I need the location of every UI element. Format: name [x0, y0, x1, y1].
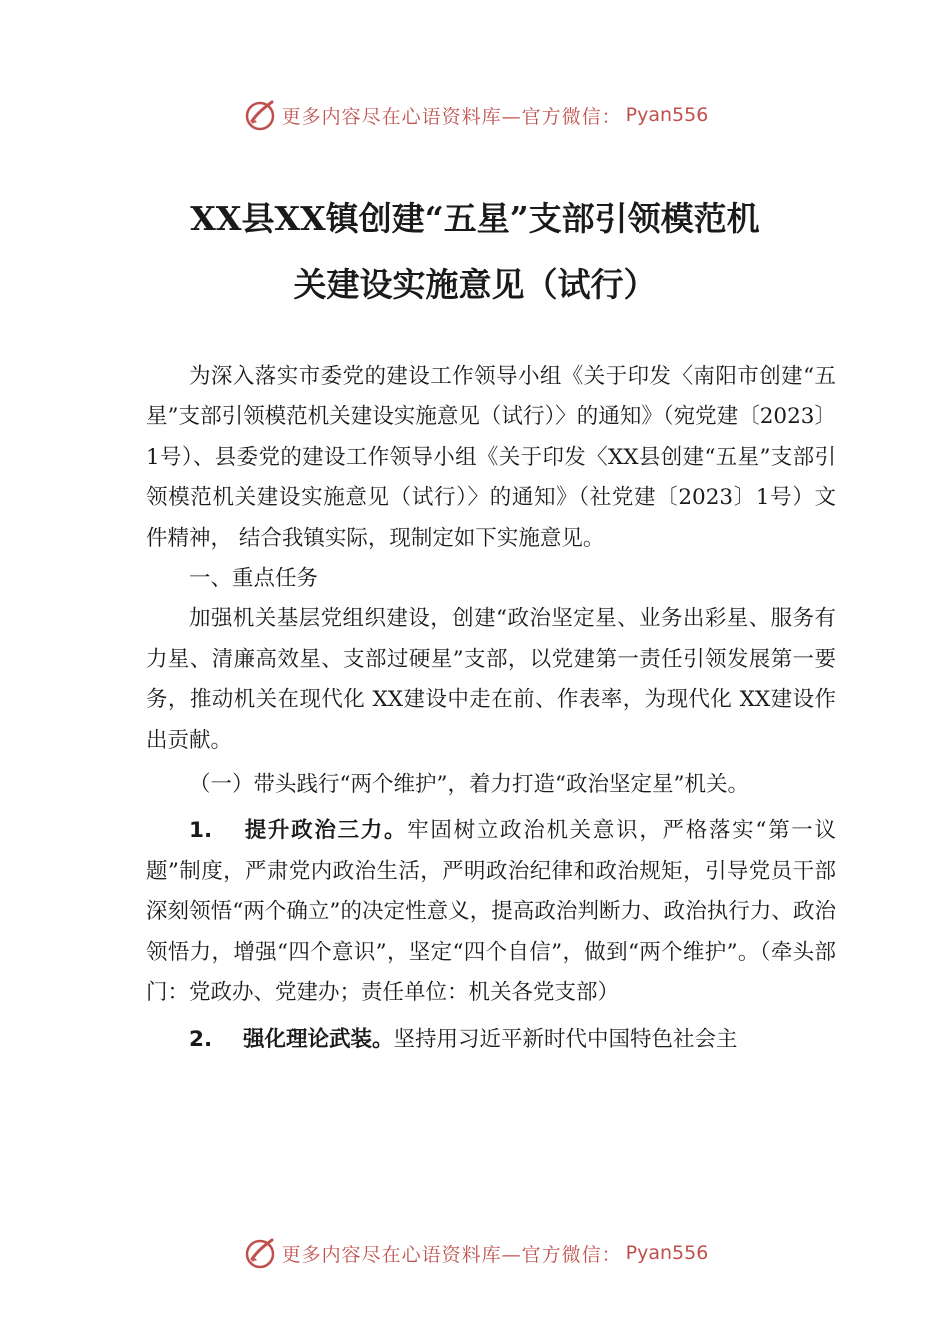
watermark-wechat-id: Pyan556: [625, 104, 709, 126]
subsection-heading-1: （一）带头践行“两个维护”，着力打造“政治坚定星”机关。: [189, 772, 749, 798]
list-item: [146, 1020, 836, 1060]
title-line-1: XX县XX镇创建“五星”支部引领模范机: [190, 199, 760, 238]
document-title: [110, 186, 840, 318]
section-heading-1: 一、重点任务: [189, 566, 319, 592]
item-text: 坚持用习近平新时代中国特色社会主: [393, 1026, 738, 1052]
intro-paragraph: 为深入落实市委党的建设工作领导小组《关于印发〈南阳市创建“五星”支部引领模范机关建设实施意见（试行）〉的通知》（宛党建〔2023〕1号）、县委党的建设工作领导小组《关于印发〈XX县创建“五星”支部引领模范机关建设实施意见（试行）〉的通知》（社党建〔2023〕1号）文件精神， 结合我镇实际，现制定如下实施意见。: [146, 364, 836, 551]
item-number: 2.: [189, 1026, 213, 1052]
watermark-banner-top: [0, 95, 950, 135]
item-lead: 强化理论武装。: [243, 1026, 394, 1052]
watermark-text: 更多内容尽在心语资料库—官方微信：: [281, 105, 622, 128]
item-number: 1.: [189, 818, 213, 844]
document-body: [146, 357, 836, 1060]
item-text: 牢固树立政治机关意识，严格落实“第一议题”制度，严肃党内政治生活，严明政治纪律和政治规矩，引导党员干部深刻领悟“两个确立”的决定性意义，提高政治判断力、政治执行力、政治领悟力，增强“四个意识”，坚定“四个自信”，做到“两个维护”。（牵头部门：党政办、党建办；责任单位：机关各党支部）: [146, 818, 836, 1006]
watermark-wechat-id: Pyan556: [625, 1242, 709, 1264]
watermark-banner-bottom: [0, 1233, 950, 1273]
title-line-2: 关建设实施意见（试行）: [293, 265, 657, 304]
item-lead: 提升政治三力。: [243, 818, 408, 844]
brush-logo-icon: [242, 1235, 278, 1271]
watermark-text: 更多内容尽在心语资料库—官方微信：: [281, 1243, 622, 1266]
brush-logo-icon: [242, 97, 278, 133]
list-item: [146, 811, 836, 1013]
section-1-paragraph: 加强机关基层党组织建设，创建“政治坚定星、业务出彩星、服务有力星、清廉高效星、支部过硬星”支部，以党建第一责任引领发展第一要务，推动机关在现代化 XX建设中走在前、作表率，为现代化 XX建设作出贡献。: [146, 606, 836, 753]
